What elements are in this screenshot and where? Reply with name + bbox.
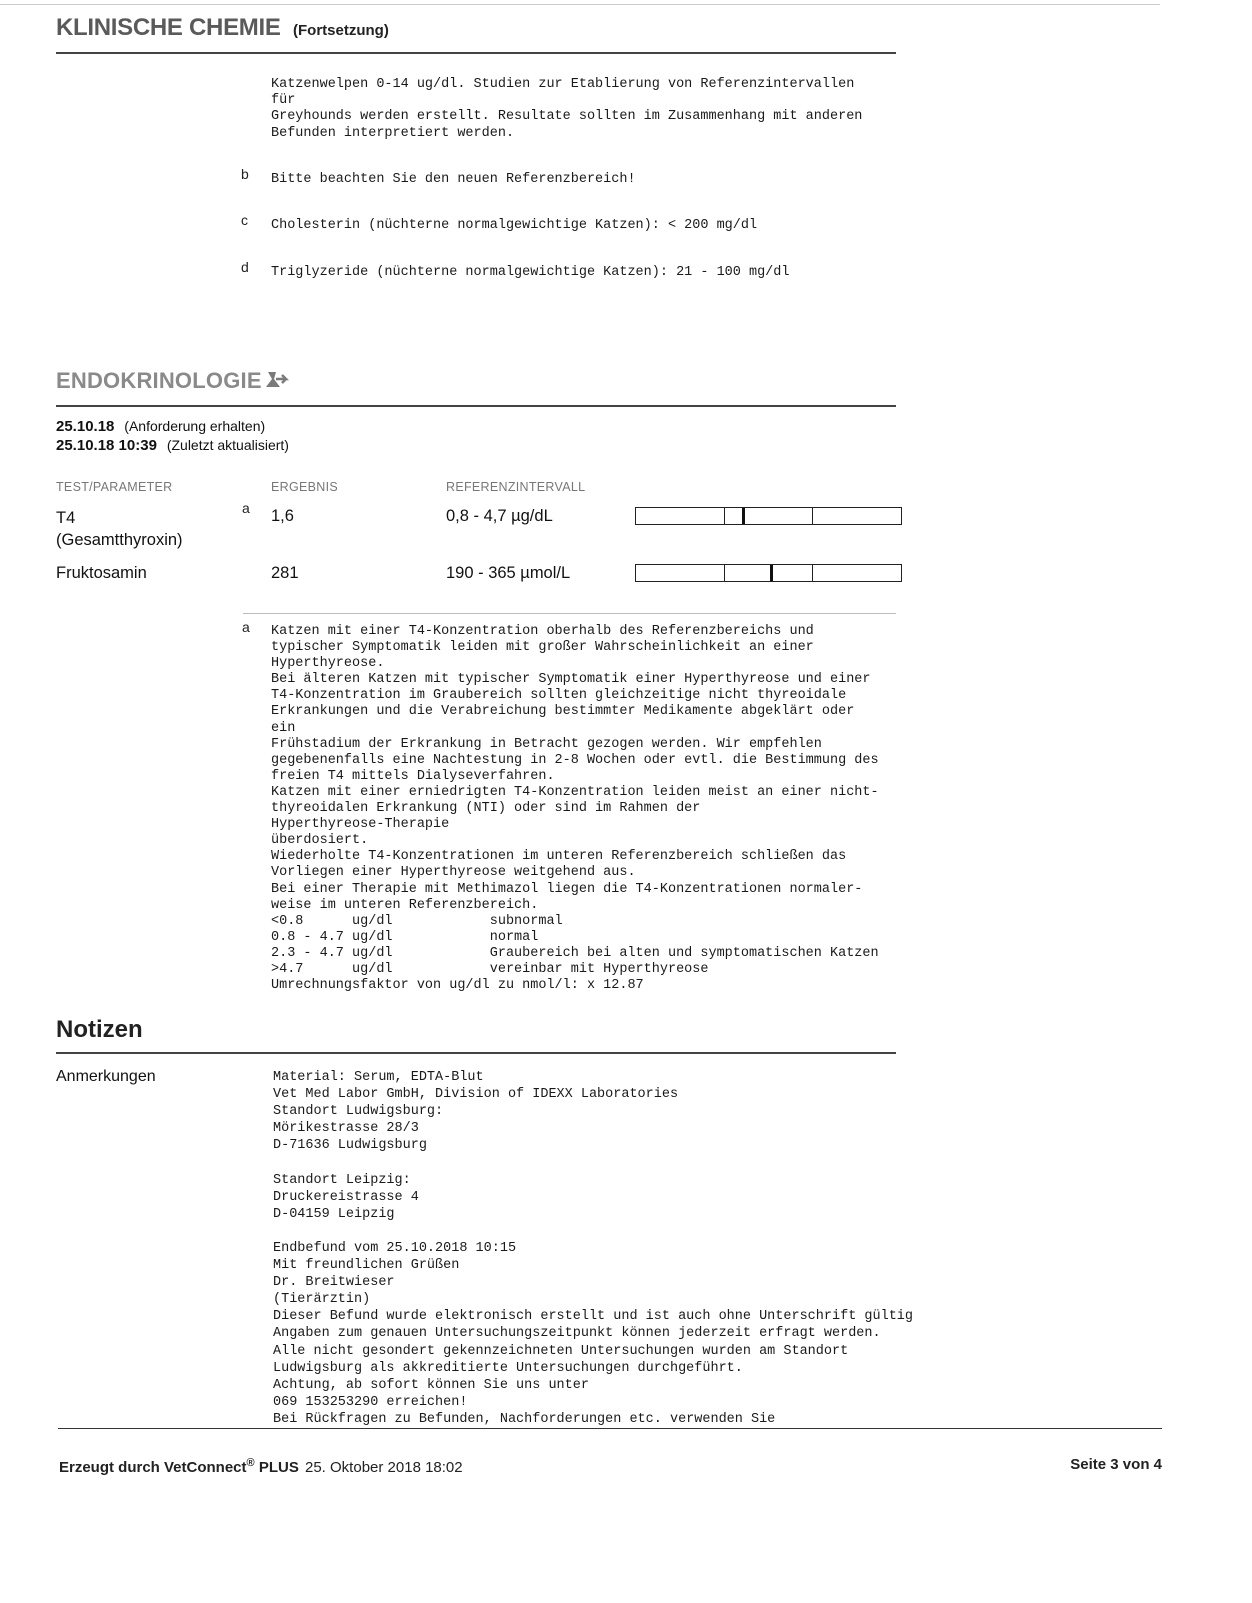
footer-timestamp: 25. Oktober 2018 18:02 — [305, 1459, 463, 1476]
note-text-b: Bitte beachten Sie den neuen Referenzbereich! — [271, 172, 636, 187]
result-value: 1,6 — [271, 507, 294, 525]
received-line — [56, 418, 265, 435]
flask-icon — [264, 369, 290, 396]
note-mark-b: b — [241, 166, 249, 182]
updated-label: (Zuletzt aktualisiert) — [166, 437, 289, 453]
chemie-continuation-text: Katzenwelpen 0-14 ug/dl. Studien zur Etablierung von Referenzintervallen für Greyhounds werden erstellt. Resultate sollten im Zusammenhang mit anderen Befunden interpretiert werden. — [271, 77, 863, 141]
column-header-reference: REFERENZINTERVALL — [446, 480, 586, 494]
received-label: (Anforderung erhalten) — [124, 418, 266, 434]
table-divider — [243, 613, 896, 614]
footer-divider — [58, 1428, 1162, 1429]
klinische-chemie-header — [56, 14, 389, 42]
page-number: Seite 3 von 4 — [1070, 1456, 1162, 1473]
range-low-tick — [724, 565, 725, 581]
notes-text: Material: Serum, EDTA-Blut Vet Med Labor GmbH, Division of IDEXX Laboratories Standort Ludwigsburg: Mörikestrasse 28/3 D-71636 Ludwigsburg Standort Leipzig: Druckereistrasse 4 D-04159 Leipzig Endbefund vom 25.10.2018 10:15 Mit freundlichen Grüßen Dr. Breitwieser (Tierärztin) Dieser Befund wurde elektronisch erstellt und ist auch ohne Unterschrift gültig Angaben zum genauen Untersuchungszeitpunkt können jederzeit erfragt werden. Alle nicht gesondert gekennzeichneten Untersuchungen wurden am Standort Ludwigsburg als akkreditierte Untersuchungen durchgeführt. Achtung, ab sofort können Sie uns unter 069 153253290 erreichen! Bei Rückfragen zu Befunden, Nachforderungen etc. verwenden Sie — [273, 1070, 914, 1427]
result-value: 281 — [271, 564, 299, 582]
range-high-tick — [812, 508, 813, 524]
footnote-mark: a — [242, 619, 250, 635]
section-title-notizen: Notizen — [56, 1016, 143, 1043]
range-low-tick — [724, 508, 725, 524]
received-date: 25.10.18 — [56, 418, 115, 435]
note-mark-c: c — [241, 212, 248, 228]
section-divider — [56, 1052, 896, 1054]
column-header-parameter: TEST/PARAMETER — [56, 480, 173, 494]
parameter-name: T4 — [56, 509, 76, 527]
note-mark-d: d — [241, 259, 249, 275]
result-marker — [770, 565, 773, 581]
section-title-klinische-chemie: KLINISCHE CHEMIE — [56, 14, 281, 41]
section-title-endokrinologie: ENDOKRINOLOGIE — [56, 368, 262, 393]
range-high-tick — [812, 565, 813, 581]
t4-footnote-text: Katzen mit einer T4-Konzentration oberhalb des Referenzbereichs und typischer Symptomatik leiden mit großer Wahrscheinlichkeit an einer Hyperthyreose. Bei älteren Katzen mit typischer Symptomatik einer Hyperthyreose und einer T4-Konzentration im Graubereich sollten gleichzeitige nicht thyreoidale Erkrankungen und die Verabreichung bestimmter Medikamente abgeklärt oder ein Frühstadium der Erkrankung in Betracht gezogen werden. Wir empfehlen gegebenenfalls eine Nachtestung in 2-8 Wochen oder evtl. die Bestimmung des freien T4 mittels Dialyseverfahren. Katzen mit einer erniedrigten T4-Konzentration leiden meist an einer nicht- thyreoidalen Erkrankung (NTI) oder sind im Rahmen der Hyperthyreose-Therapie überdosiert. Wiederholte T4-Konzentrationen im unteren Referenzbereich schließen das Vorliegen einer Hyperthyreose weitgehend aus. Bei einer Therapie mit Methimazol liegen die T4-Konzentrationen normaler- weise im unteren Referenzbereich. <0.8 ug/dl subnormal 0.8 - 4.7 ug/dl normal 2.3 - 4.7 ug/dl Graubereich bei alten und symptomatischen Katzen >4.7 ug/dl vereinbar mit Hyperthyreose Umrechnungsfaktor von ug/dl zu nmol/l: x 12.87 — [271, 624, 879, 994]
range-bar-fruktosamin — [635, 564, 902, 582]
reference-range: 0,8 - 4,7 µg/dL — [446, 507, 553, 525]
section-divider — [56, 52, 896, 54]
section-divider — [56, 405, 896, 407]
notes-label: Anmerkungen — [56, 1068, 156, 1085]
registered-mark: ® — [246, 1457, 255, 1469]
parameter-name: Fruktosamin — [56, 564, 147, 582]
note-text-c: Cholesterin (nüchterne normalgewichtige Katzen): < 200 mg/dl — [271, 218, 758, 233]
page-top-edge — [0, 4, 1160, 5]
range-bar-t4 — [635, 507, 902, 525]
updated-date: 25.10.18 10:39 — [56, 437, 157, 454]
column-header-result: ERGEBNIS — [271, 480, 338, 494]
footer-product: PLUS — [258, 1459, 299, 1476]
table-row — [56, 507, 183, 551]
result-marker — [742, 508, 745, 524]
parameter-name-detail: (Gesamtthyroxin) — [56, 531, 183, 549]
footer-generated — [59, 1457, 463, 1476]
footer-generated-prefix: Erzeugt durch VetConnect — [59, 1459, 247, 1476]
note-text-d: Triglyzeride (nüchterne normalgewichtige Katzen): 21 - 100 mg/dl — [271, 265, 790, 280]
section-subtitle: (Fortsetzung) — [293, 22, 389, 39]
footnote-mark: a — [242, 500, 250, 516]
table-row — [56, 564, 147, 583]
reference-range: 190 - 365 µmol/L — [446, 564, 571, 582]
endokrinologie-header — [56, 368, 290, 396]
updated-line — [56, 437, 289, 454]
